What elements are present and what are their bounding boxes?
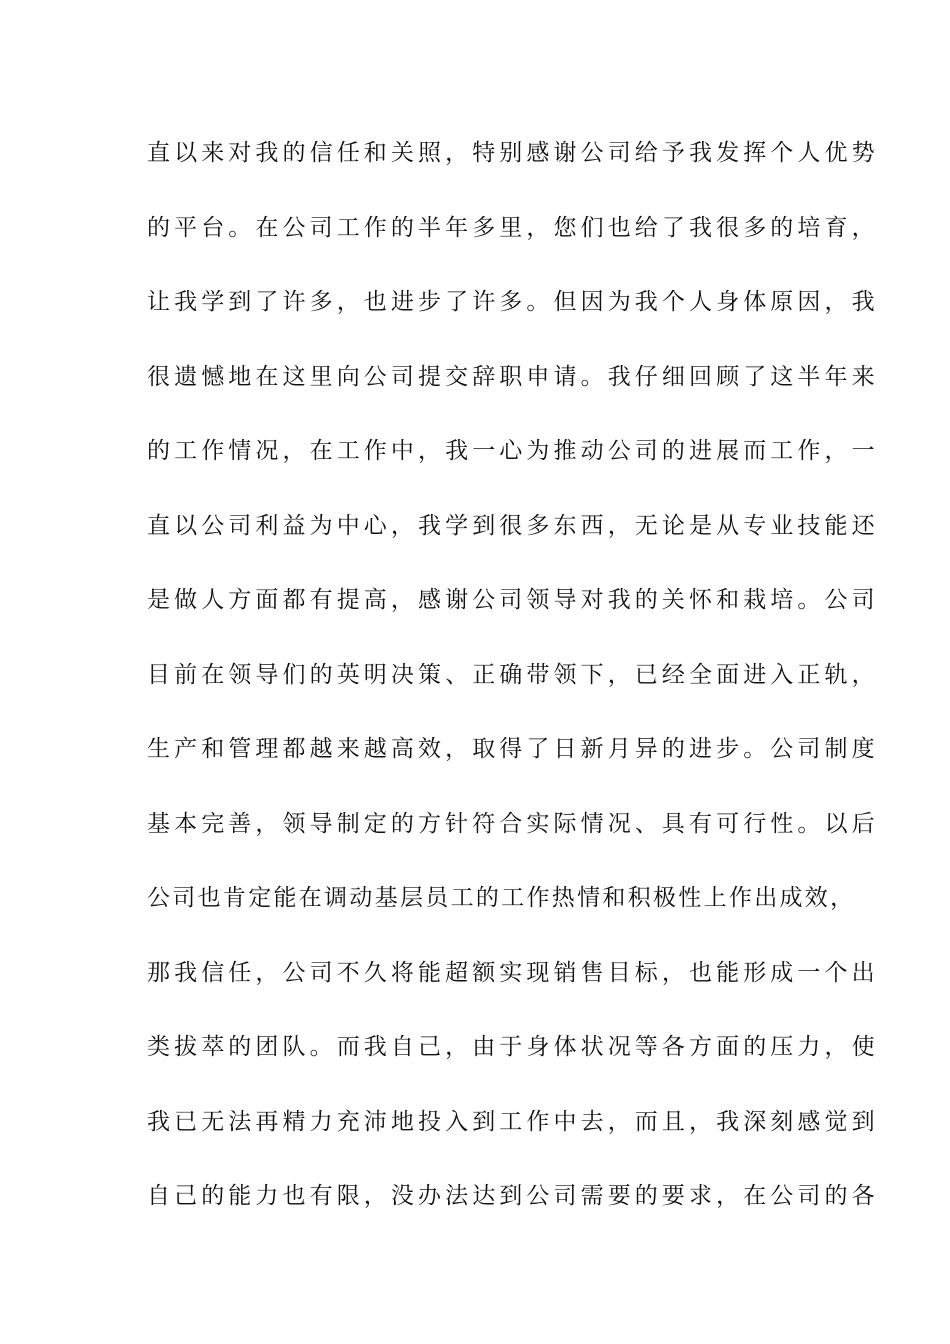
text-line: 很遗憾地在这里向公司提交辞职申请。我仔细回顾了这半年来 bbox=[147, 363, 879, 390]
text-line: 公司也肯定能在调动基层员工的工作热情和积极性上作出成效， bbox=[147, 885, 856, 911]
text-line: 基本完善，领导制定的方针符合实际情况、具有可行性。以后 bbox=[147, 810, 879, 837]
text-line: 让我学到了许多，也进步了许多。但因为我个人身体原因，我 bbox=[147, 289, 879, 315]
text-line: 是做人方面都有提高，感谢公司领导对我的关怀和栽培。公司 bbox=[147, 587, 879, 613]
text-line: 自己的能力也有限，没办法达到公司需要的要求，在公司的各 bbox=[147, 1183, 879, 1209]
text-line: 类拔萃的团队。而我自己，由于身体状况等各方面的压力，使 bbox=[147, 1034, 879, 1060]
text-line: 我已无法再精力充沛地投入到工作中去，而且，我深刻感觉到 bbox=[147, 1108, 879, 1135]
text-line: 直以公司利益为中心，我学到很多东西，无论是从专业技能还 bbox=[147, 512, 879, 539]
text-line: 目前在领导们的英明决策、正确带领下，已经全面进入正轨， bbox=[147, 661, 879, 688]
text-line: 生产和管理都越来越高效，取得了日新月异的进步。公司制度 bbox=[147, 736, 879, 762]
text-line: 那我信任，公司不久将能超额实现销售目标，也能形成一个出 bbox=[147, 959, 879, 986]
text-line: 直以来对我的信任和关照，特别感谢公司给予我发挥个人优势 bbox=[147, 140, 879, 166]
text-line: 的平台。在公司工作的半年多里，您们也给了我很多的培育， bbox=[147, 214, 879, 241]
body-text bbox=[147, 133, 879, 1251]
text-line: 的工作情况，在工作中，我一心为推动公司的进展而工作，一 bbox=[147, 438, 879, 464]
